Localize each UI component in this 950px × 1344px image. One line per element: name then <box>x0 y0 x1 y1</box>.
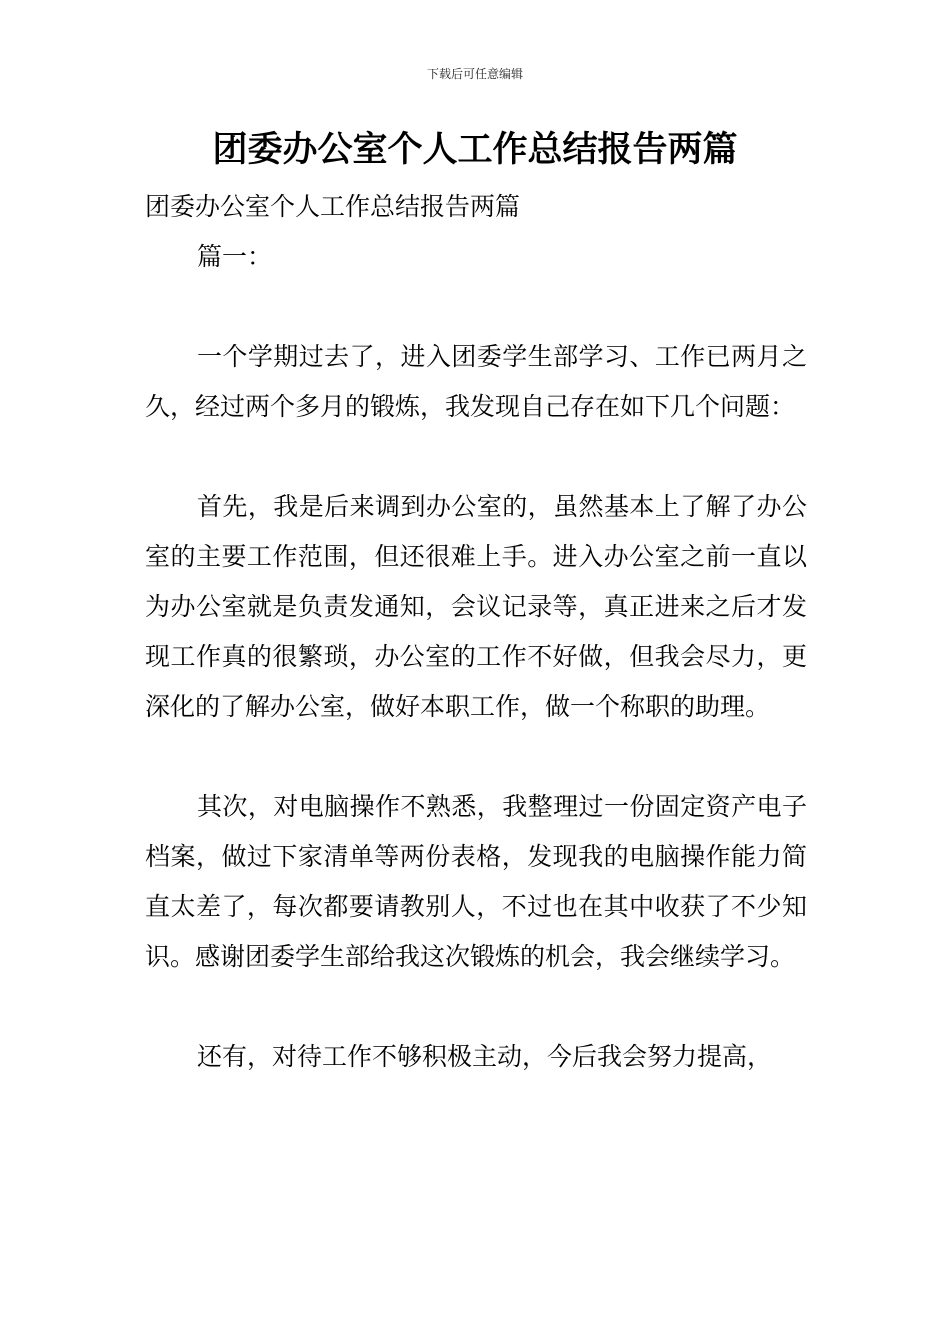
paragraph-gap <box>145 982 807 1032</box>
paragraph-3: 其次，对电脑操作不熟悉，我整理过一份固定资产电子档案，做过下家清单等两份表格，发现我的电脑操作能力简直太差了，每次都要请教别人，不过也在其中收获了不少知识。感谢团委学生部给我这次锻炼的机会，我会继续学习。 <box>145 792 807 971</box>
paragraph-2: 首先，我是后来调到办公室的，虽然基本上了解了办公室的主要工作范围，但还很难上手。进入办公室之前一直以为办公室就是负责发通知，会议记录等，真正进来之后才发现工作真的很繁琐，办公室的工作不好做，但我会尽力，更深化的了解办公室，做好本职工作，做一个称职的助理。 <box>145 492 807 721</box>
paragraph-1: 一个学期过去了，进入团委学生部学习、工作已两月之久，经过两个多月的锻炼，我发现自己存在如下几个问题： <box>145 342 807 421</box>
paragraph-gap <box>145 432 807 482</box>
document-subtitle: 团委办公室个人工作总结报告两篇 <box>145 192 521 221</box>
header-note: 下载后可任意编辑 <box>426 67 523 81</box>
paragraph-4: 还有，对待工作不够积极主动，今后我会努力提高， <box>197 1042 773 1071</box>
section-label: 篇一： <box>197 242 273 271</box>
paragraph-gap <box>145 732 807 782</box>
paragraph-gap <box>145 282 807 332</box>
document-title: 团委办公室个人工作总结报告两篇 <box>212 129 738 170</box>
document-body <box>145 182 807 1082</box>
